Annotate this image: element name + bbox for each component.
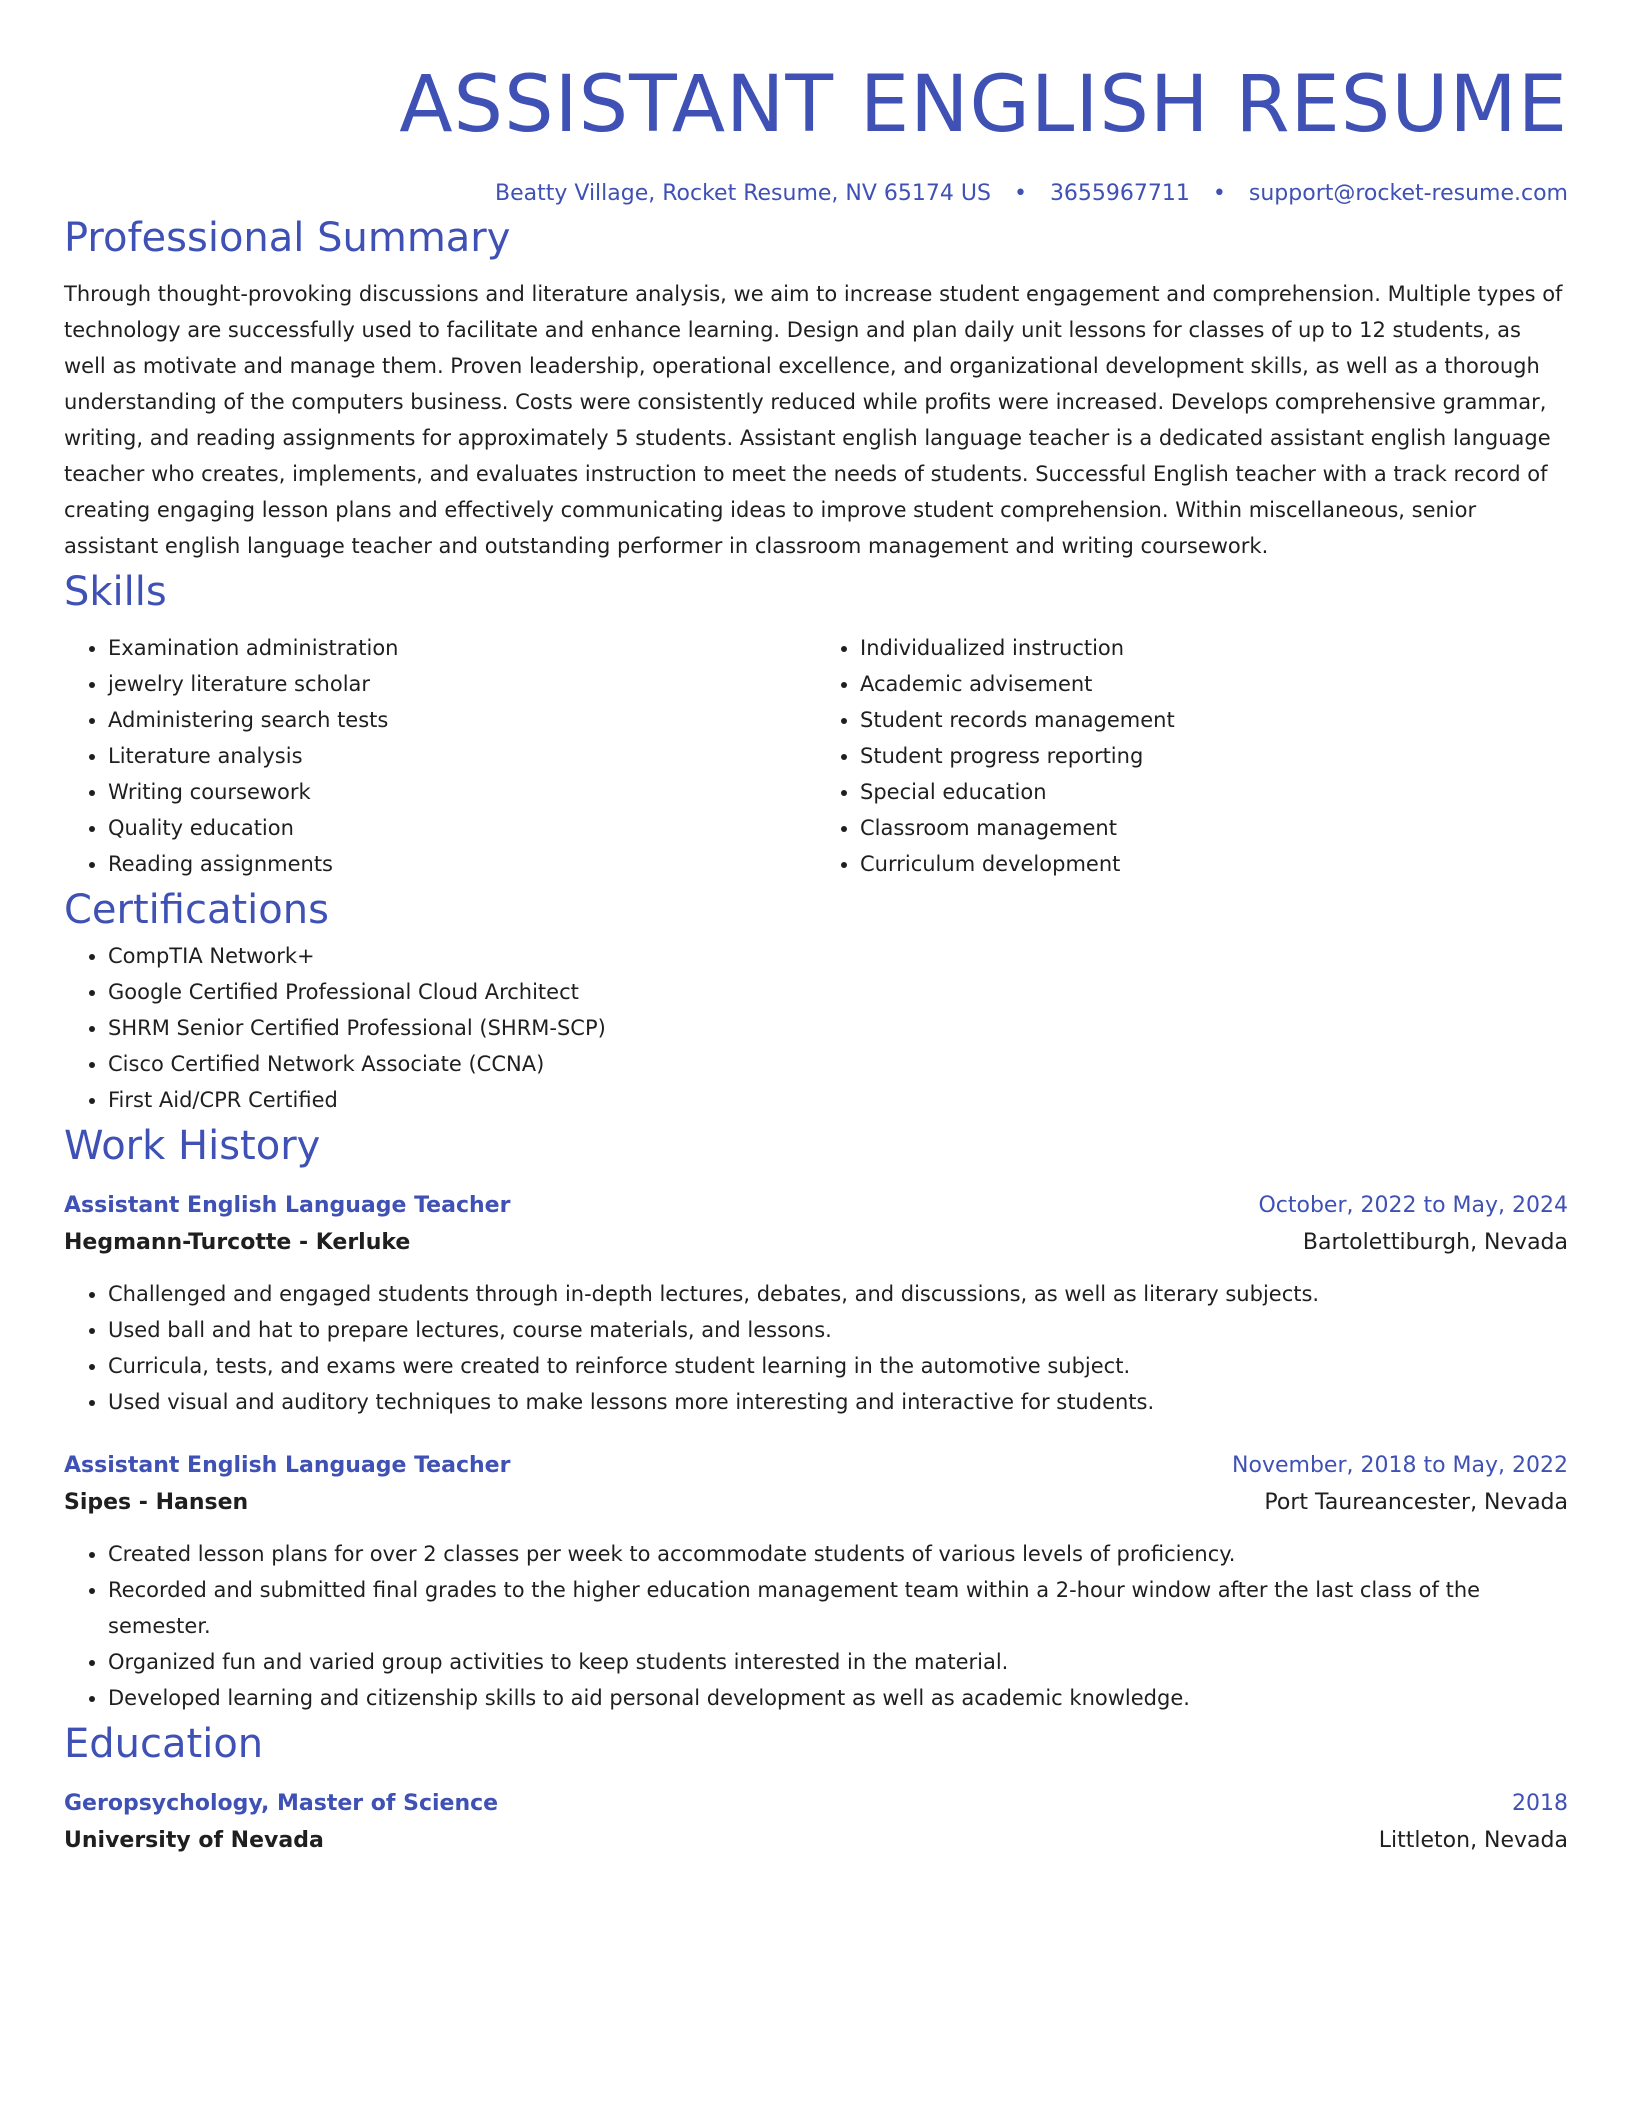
job-location: Port Taureancester, Nevada: [1264, 1490, 1568, 1515]
job-company: Hegmann-Turcotte - Kerluke: [64, 1230, 411, 1255]
education-school-row: [64, 1822, 1568, 1860]
contact-separator: •: [1212, 181, 1226, 206]
job-company-row: [64, 1484, 1568, 1522]
skill-item: • Student progress reporting: [860, 738, 1568, 774]
skill-item: • Classroom management: [860, 810, 1568, 846]
contact-email: support@rocket-resume.com: [1248, 181, 1568, 206]
skill-item: • Administering search tests: [108, 702, 816, 738]
job-bullet: • Challenged and engaged students through in-depth lectures, debates, and discussions, as well as literary subjects.: [108, 1276, 1568, 1312]
education-degree: Geropsychology, Master of Science: [64, 1791, 499, 1816]
job-company: Sipes - Hansen: [64, 1490, 249, 1515]
certification-item: • Google Certified Professional Cloud Architect: [108, 974, 1568, 1010]
skill-item: • Individualized instruction: [860, 630, 1568, 666]
work-history-heading: Work History: [64, 1123, 321, 1169]
skills-heading: Skills: [64, 569, 167, 615]
certification-item: • First Aid/CPR Certified: [108, 1082, 1568, 1118]
resume-title: ASSISTANT ENGLISH RESUME: [399, 60, 1568, 150]
job-bullet: • Organized fun and varied group activities to keep students interested in the material.: [108, 1644, 1568, 1680]
job-company-row: [64, 1224, 1568, 1262]
certification-item: • Cisco Certified Network Associate (CCNA): [108, 1046, 1568, 1082]
certification-item: • CompTIA Network+: [108, 938, 1568, 974]
skill-item: • Academic advisement: [860, 666, 1568, 702]
skill-item: • Special education: [860, 774, 1568, 810]
job-bullet: • Curricula, tests, and exams were created to reinforce student learning in the automotive subject.: [108, 1348, 1568, 1384]
contact-line: [64, 178, 1568, 210]
job-bullet: • Used visual and auditory techniques to make lessons more interesting and interactive for students.: [108, 1384, 1568, 1420]
job-entry: [64, 1188, 1568, 1420]
certification-item: • SHRM Senior Certified Professional (SHRM-SCP): [108, 1010, 1568, 1046]
skills-column-right: [816, 630, 1568, 882]
education-year: 2018: [1512, 1791, 1568, 1816]
skill-item: • Curriculum development: [860, 846, 1568, 882]
skill-item: • Literature analysis: [108, 738, 816, 774]
contact-separator: •: [1013, 181, 1027, 206]
job-bullet: • Created lesson plans for over 2 classes per week to accommodate students of various levels of proficiency.: [108, 1536, 1568, 1572]
job-bullet: • Used ball and hat to prepare lectures, course materials, and lessons.: [108, 1312, 1568, 1348]
skills-list: [64, 630, 1568, 882]
education-entry: [64, 1786, 1568, 1860]
education-heading: Education: [64, 1721, 264, 1767]
job-entry: [64, 1448, 1568, 1716]
job-dates: October, 2022 to May, 2024: [1258, 1193, 1568, 1218]
job-title: Assistant English Language Teacher: [64, 1193, 511, 1218]
certifications-heading: Certifications: [64, 887, 329, 933]
job-bullets: [64, 1536, 1568, 1716]
job-title: Assistant English Language Teacher: [64, 1453, 511, 1478]
skill-item: • Quality education: [108, 810, 816, 846]
job-location: Bartolettiburgh, Nevada: [1302, 1230, 1568, 1255]
skill-item: • jewelry literature scholar: [108, 666, 816, 702]
job-bullet: • Recorded and submitted final grades to the higher education management team within a 2-hour window after the last class of the semester.: [108, 1572, 1568, 1644]
contact-phone: 3655967711: [1049, 181, 1190, 206]
summary-heading: Professional Summary: [64, 215, 511, 261]
skill-item: • Reading assignments: [108, 846, 816, 882]
certifications-list: [64, 938, 1568, 1118]
job-header-row: [64, 1188, 1568, 1224]
education-header-row: [64, 1786, 1568, 1822]
job-header-row: [64, 1448, 1568, 1484]
skill-item: • Writing coursework: [108, 774, 816, 810]
job-dates: November, 2018 to May, 2022: [1232, 1453, 1568, 1478]
summary-text: Through thought-provoking discussions and literature analysis, we aim to increase student engagement and comprehension. Multiple types of technology are successfully used to facilitate and enhance learning. Design and plan daily unit lessons for classes of up to 12 students, as well as motivate and manage them. Proven leadership, operational excellence, and organizational development skills, as well as a thorough understanding of the computers business. Costs were consistently reduced while profits were increased. Develops comprehensive grammar, writing, and reading assignments for approximately 5 students. Assistant english language teacher is a dedicated assistant english language teacher who creates, implements, and evaluates instruction to meet the needs of students. Successful English teacher with a track record of creating engaging lesson plans and effectively communicating ideas to improve student comprehension. Within miscellaneous, senior assistant english language teacher and outstanding performer in classroom management and writing coursework.: [64, 282, 1563, 558]
skill-item: • Examination administration: [108, 630, 816, 666]
education-school: University of Nevada: [64, 1828, 324, 1853]
job-bullets: [64, 1276, 1568, 1420]
job-bullet: • Developed learning and citizenship skills to aid personal development as well as academic knowledge.: [108, 1680, 1568, 1716]
skill-item: • Student records management: [860, 702, 1568, 738]
education-location: Littleton, Nevada: [1378, 1828, 1568, 1853]
skills-column-left: [64, 630, 816, 882]
contact-address: Beatty Village, Rocket Resume, NV 65174 US: [495, 181, 991, 206]
